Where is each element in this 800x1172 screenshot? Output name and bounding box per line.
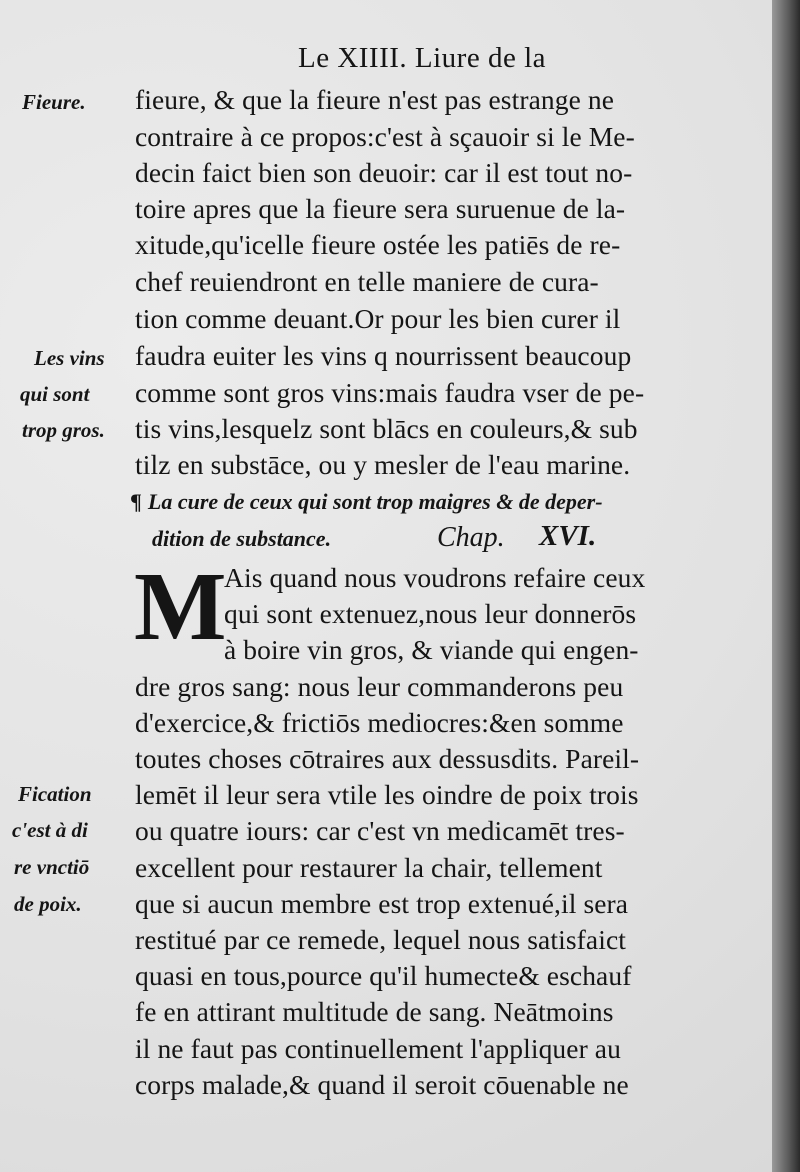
text-line: d'exercice,& frictiōs mediocres:&en somme	[135, 707, 624, 738]
margin-note-les-vins: Les vins	[34, 346, 105, 370]
text-line: excellent pour restaurer la chair, tellement	[135, 852, 603, 883]
text-line: tis vins,lesquelz sont blācs en couleurs,& sub	[135, 413, 638, 444]
text-line: contraire à ce propos:c'est à sçauoir si le Me-	[135, 121, 635, 152]
running-head: Le XIIII. Liure de la	[298, 42, 547, 74]
chapter-label: Chap.	[437, 522, 505, 553]
text-line: fe en attirant multitude de sang. Neātmoins	[135, 996, 614, 1027]
chapter-heading-text-1: La cure de ceux qui sont trop maigres & de deper-	[147, 489, 603, 514]
margin-note-qui-sont: qui sont	[20, 382, 90, 406]
chapter-heading-line-2: dition de substance.	[152, 526, 332, 551]
text-line: quasi en tous,pource qu'il humecte& eschauf	[135, 960, 632, 991]
text-line: tilz en substāce, ou y mesler de l'eau marine.	[135, 449, 631, 480]
text-line: lemēt il leur sera vtile les oindre de poix trois	[135, 779, 639, 810]
pilcrow-icon: ¶	[130, 489, 142, 514]
text-line: qui sont extenuez,nous leur donnerōs	[224, 598, 637, 629]
text-line: restitué par ce remede, lequel nous satisfaict	[135, 924, 626, 955]
text-line: comme sont gros vins:mais faudra vser de pe-	[135, 377, 645, 408]
text-line: ou quatre iours: car c'est vn medicamēt tres-	[135, 815, 625, 846]
text-line: chef reuiendront en telle maniere de cura-	[135, 266, 599, 297]
text-line: à boire vin gros, & viande qui engen-	[224, 634, 639, 665]
margin-note-fieure: Fieure.	[22, 90, 86, 114]
chapter-heading-line-1	[130, 489, 603, 515]
text-line: toutes choses cōtraires aux dessusdits. Pareil-	[135, 743, 640, 774]
drop-cap: M	[134, 553, 227, 661]
text-line: fieure, & que la fieure n'est pas estrange ne	[135, 84, 615, 115]
margin-note-trop-gros: trop gros.	[22, 418, 105, 442]
text-line: decin faict bien son deuoir: car il est tout no-	[135, 157, 633, 188]
text-line: il ne faut pas continuellement l'appliquer au	[135, 1033, 621, 1064]
margin-note-fication: Fication	[18, 782, 92, 806]
text-line: Ais quand nous voudrons refaire ceux	[224, 562, 646, 593]
margin-note-de-poix: de poix.	[14, 892, 82, 916]
text-line: tion comme deuant.Or pour les bien curer il	[135, 303, 621, 334]
text-line: xitude,qu'icelle fieure ostée les patiēs de re-	[135, 229, 621, 260]
margin-note-cest-a-di: c'est à di	[12, 818, 88, 842]
chapter-number: XVI.	[539, 520, 597, 552]
text-line: que si aucun membre est trop extenué,il sera	[135, 888, 629, 919]
text-line: dre gros sang: nous leur commanderons peu	[135, 671, 624, 702]
margin-note-re-vnctio: re vnctiō	[14, 855, 90, 879]
text-line: toire apres que la fieure sera suruenue de la-	[135, 193, 626, 224]
text-line: corps malade,& quand il seroit cōuenable ne	[135, 1069, 629, 1100]
text-line: faudra euiter les vins q nourrissent beaucoup	[135, 340, 632, 371]
page-edge-shadow	[772, 0, 800, 1172]
